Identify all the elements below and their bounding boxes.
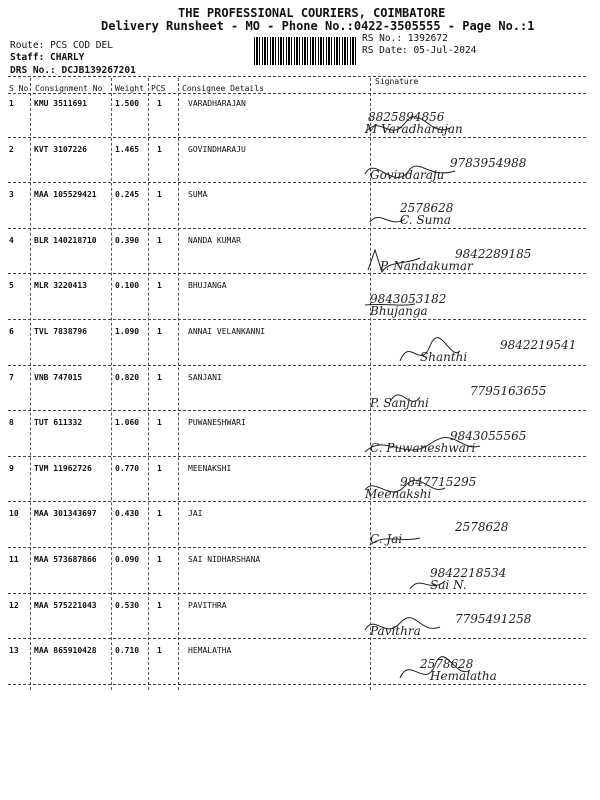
signature-name: C. Suma <box>400 213 451 228</box>
signature-phone: 9842289185 <box>455 246 532 261</box>
row-sno: 13 <box>9 646 19 656</box>
row-consignment-no: MAA 865910428 <box>34 646 97 656</box>
row-consignment-no: TUT 611332 <box>34 418 83 428</box>
row-weight: 1.465 <box>115 144 140 154</box>
row-consignee-name: SAI NIDHARSHANA <box>188 555 261 564</box>
column-divider <box>111 78 112 690</box>
signature-name: Shanthi <box>420 350 468 364</box>
signature-name: Govindaraju <box>370 167 445 182</box>
row-weight: 0.530 <box>115 600 140 610</box>
signature-phone: 7795163655 <box>470 383 547 398</box>
rs-date: RS Date: 05-Jul-2024 <box>362 45 477 56</box>
signature-name: Sai N. <box>430 578 467 592</box>
row-consignment-no: MAA 301343697 <box>34 509 97 519</box>
signature-name: C. Puwaneshwari <box>370 441 476 456</box>
drs-number: DRS No.: DCJB139267201 <box>10 65 136 76</box>
handwritten-signature <box>360 285 590 331</box>
row-pcs: 1 <box>157 281 162 291</box>
row-weight: 0.090 <box>115 555 140 564</box>
row-weight: 0.820 <box>115 372 140 382</box>
row-sno: 3 <box>9 190 14 200</box>
row-consignment-no: KVT 3107226 <box>34 144 87 154</box>
row-consignee-name: ANNAI VELANKANNI <box>188 327 266 336</box>
row-sno: 11 <box>9 555 19 564</box>
row-pcs: 1 <box>157 372 162 382</box>
row-sno: 2 <box>9 144 14 154</box>
signature-phone: 9843055565 <box>450 429 527 444</box>
row-consignee-name: GOVINDHARAJU <box>188 144 246 154</box>
barcode-image <box>254 37 356 65</box>
signature-phone: 9843053182 <box>370 292 447 307</box>
signature-phone: 7795491258 <box>455 611 532 626</box>
row-consignee-name: PUWANESHWARI <box>188 418 246 428</box>
row-consignee-name: MEENAKSHI <box>188 463 232 473</box>
signature-phone: 9842219541 <box>500 338 577 352</box>
signature-name: Pavithra <box>370 623 421 638</box>
row-sno: 5 <box>9 281 14 291</box>
row-weight: 0.245 <box>115 190 140 200</box>
staff-label: Staff: CHARLY <box>10 52 85 63</box>
row-pcs: 1 <box>157 144 162 154</box>
row-pcs: 1 <box>157 463 162 473</box>
row-weight: 0.390 <box>115 235 140 245</box>
column-divider <box>178 78 179 690</box>
row-weight: 1.500 <box>115 99 140 108</box>
signature-name: M Varadharajan <box>365 122 463 136</box>
table-divider <box>8 93 586 94</box>
signature-name: Bhujanga <box>370 304 428 319</box>
signature-phone: 2578628 <box>400 201 454 216</box>
signature-phone: 9783954988 <box>450 155 527 170</box>
row-consignment-no: KMU 3511691 <box>34 99 87 108</box>
row-weight: 1.090 <box>115 327 140 336</box>
handwritten-signature <box>360 422 590 468</box>
row-consignee-name: VARADHARAJAN <box>188 99 246 108</box>
handwritten-signature <box>360 468 590 514</box>
row-pcs: 1 <box>157 600 162 610</box>
col-header-consignee: Consignee Details <box>182 84 264 93</box>
handwritten-signature <box>360 650 590 696</box>
row-sno: 4 <box>9 235 14 245</box>
col-header-weight: Weight <box>115 84 144 93</box>
row-consignment-no: TVL 7838796 <box>34 327 87 336</box>
route-label: Route: PCS COD DEL <box>10 40 113 51</box>
signature-phone: 9842218534 <box>430 566 507 580</box>
handwritten-signature <box>360 513 590 559</box>
row-weight: 0.770 <box>115 463 140 473</box>
table-divider <box>8 76 586 77</box>
signature-phone: 2578628 <box>455 520 509 535</box>
column-divider <box>148 78 149 690</box>
handwritten-signature <box>360 194 590 240</box>
signature-name: P. Nandakumar <box>380 258 473 273</box>
row-pcs: 1 <box>157 418 162 428</box>
handwritten-signature <box>360 377 590 423</box>
signature-phone: 2578628 <box>420 657 474 672</box>
row-consignee-name: JAI <box>188 509 203 519</box>
row-pcs: 1 <box>157 509 162 519</box>
row-consignment-no: VNB 747015 <box>34 372 83 382</box>
signature-name: C. Jai <box>370 532 403 547</box>
row-sno: 7 <box>9 372 14 382</box>
row-weight: 0.710 <box>115 646 140 656</box>
handwritten-signature <box>360 103 590 149</box>
row-pcs: 1 <box>157 190 162 200</box>
row-pcs: 1 <box>157 99 162 108</box>
row-consignee-name: BHUJANGA <box>188 281 227 291</box>
row-consignee-name: SUMA <box>188 190 208 200</box>
row-sno: 9 <box>9 463 14 473</box>
row-weight: 1.060 <box>115 418 140 428</box>
row-pcs: 1 <box>157 646 162 656</box>
handwritten-signature <box>360 240 590 286</box>
col-header-pcs: PCS <box>151 84 166 93</box>
row-sno: 6 <box>9 327 14 336</box>
row-pcs: 1 <box>157 235 162 245</box>
row-consignment-no: MLR 3220413 <box>34 281 87 291</box>
row-sno: 8 <box>9 418 14 428</box>
row-consignee-name: HEMALATHA <box>188 646 232 656</box>
rs-number: RS No.: 1392672 <box>362 33 448 44</box>
signature-name: Meenakshi <box>365 486 432 501</box>
signature-phone: 8825894856 <box>368 110 445 124</box>
row-consignment-no: MAA 105529421 <box>34 190 97 200</box>
signature-phone: 9847715295 <box>400 474 477 489</box>
signature-name: Hemalatha <box>430 669 497 684</box>
company-title: THE PROFESSIONAL COURIERS, COIMBATORE <box>178 6 446 20</box>
row-weight: 0.430 <box>115 509 140 519</box>
handwritten-signature <box>360 605 590 651</box>
col-header-signature: Signature <box>375 77 419 86</box>
row-consignment-no: TVM 11962726 <box>34 463 92 473</box>
handwritten-signature <box>360 149 590 195</box>
row-consignee-name: NANDA KUMAR <box>188 235 241 245</box>
row-pcs: 1 <box>157 555 162 564</box>
column-divider <box>30 78 31 690</box>
col-header-sno: S No <box>9 84 29 93</box>
row-consignment-no: BLR 140218710 <box>34 235 97 245</box>
row-consignee-name: SANJANI <box>188 372 222 382</box>
handwritten-signature <box>360 331 590 377</box>
row-sno: 12 <box>9 600 19 610</box>
handwritten-signature <box>360 559 590 605</box>
signature-name: P. Sanjani <box>370 395 429 410</box>
row-sno: 1 <box>9 99 14 108</box>
row-consignment-no: MAA 573687866 <box>34 555 97 564</box>
row-consignee-name: PAVITHRA <box>188 600 227 610</box>
row-sno: 10 <box>9 509 19 519</box>
runsheet-title: Delivery Runsheet - MO - Phone No.:0422-3505555 - Page No.:1 <box>101 19 535 33</box>
row-weight: 0.100 <box>115 281 140 291</box>
row-pcs: 1 <box>157 327 162 336</box>
col-header-consignment: Consignment No <box>35 84 103 93</box>
row-consignment-no: MAA 575221043 <box>34 600 97 610</box>
